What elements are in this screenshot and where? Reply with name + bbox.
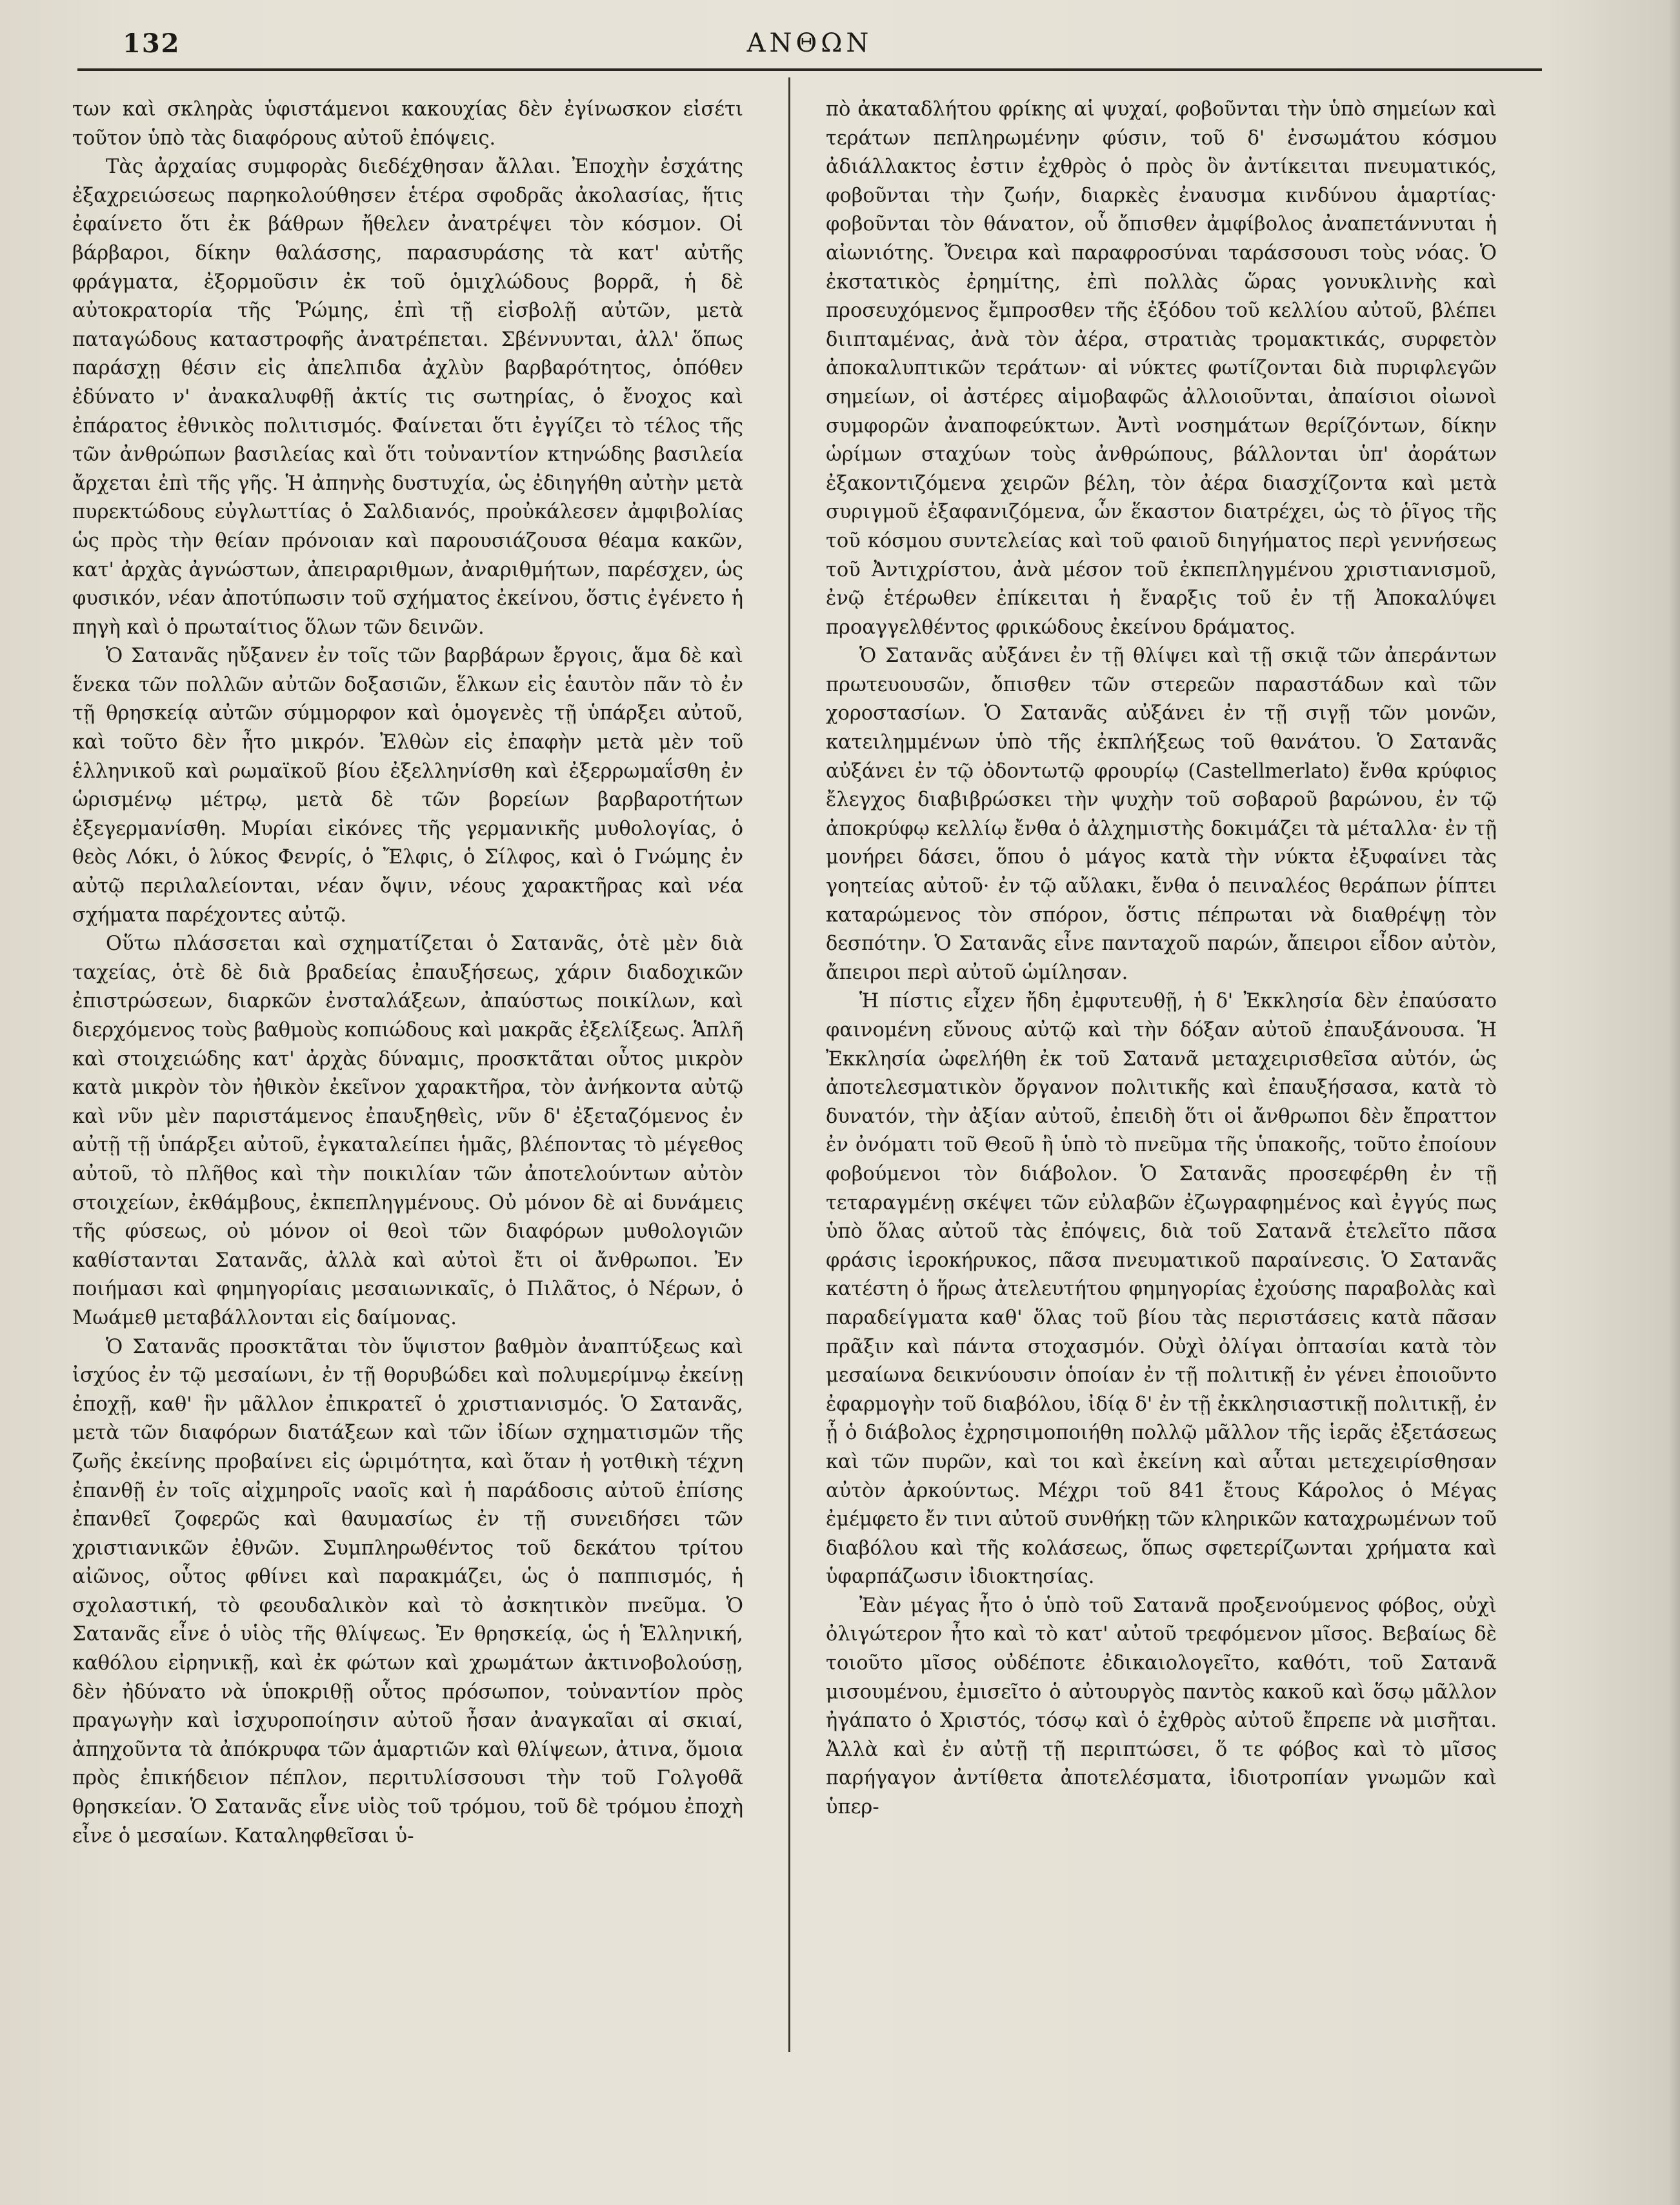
column-divider — [788, 77, 790, 2052]
running-title: ΑΝΘΩΝ — [746, 28, 873, 58]
paragraph: Οὕτω πλάσσεται καὶ σχηματίζεται ὁ Σατανᾶς, ὁτὲ μὲν διὰ ταχείας, ὁτὲ δὲ διὰ βραδείας ἐπαυξήσεως, χάριν διαδοχικῶν ἐπιστρώσεων, διαρκῶν ἐνσταλάξεων, ἀπαύστως ποικίλων, καὶ διερχόμενος τοὺς βαθμοὺς κοπιώδους καὶ μακρᾶς ἐξελίξεως. Ἁπλῆ καὶ στοιχειώδης κατ' ἀρχὰς δύναμις, προσκτᾶται οὗτος μικρὸν κατὰ μικρὸν τὸν ἠθικὸν ἐκεῖνον χαρακτῆρα, τὸν ἀνήκοντα αὐτῷ καὶ νῦν μὲν παριστάμενος ἐπαυξηθεὶς, νῦν δ' ἐξεταζόμενος ἐν αὐτῇ τῇ ὑπάρξει αὐτοῦ, ἐγκαταλείπει ἡμᾶς, βλέποντας τὸ μέγεθος αὐτοῦ, τὸ πλῆθος καὶ τὴν ποικιλίαν τῶν ἀποτελούντων αὐτὸν στοιχείων, ἐκθάμβους, ἐκπεπληγμένους. Οὐ μόνον δὲ αἱ δυνάμεις τῆς φύσεως, οὐ μόνον οἱ θεοὶ τῶν διαφόρων μυθολογιῶν καθίστανται Σατανᾶς, ἀλλὰ καὶ αὐτοὶ ἔτι οἱ ἄνθρωποι. Ἐν ποιήμασι καὶ φημηγορίαις μεσαιωνικαῖς, ὁ Πιλᾶτος, ὁ Νέρων, ὁ Μωάμεθ μεταβάλλονται εἰς δαίμονας. — [72, 932, 743, 1329]
header-rule — [77, 68, 1542, 71]
paragraph: Ὁ Σατανᾶς αὐξάνει ἐν τῇ θλίψει καὶ τῇ σκιᾷ τῶν ἀπεράντων πρωτευουσῶν, ὄπισθεν τῶν στερεῶν παραστάδων καὶ τῶν χοροστασίων. Ὁ Σατανᾶς αὐξάνει ἐν τῇ σιγῇ τῶν μονῶν, κατειλημμένων ὑπὸ τῆς ἐκπλήξεως τοῦ θανάτου. Ὁ Σατανᾶς αὐξάνει ἐν τῷ ὀδοντωτῷ φρουρίῳ (Castellmerlato) ἔνθα κρύφιος ἔλεγχος διαβιβρώσκει τὴν ψυχὴν τοῦ σοβαροῦ βαρώνου, ἐν τῷ ἀποκρύφῳ κελλίῳ ἔνθα ὁ ἀλχημιστὴς δοκιμάζει τὰ μέταλλα· ἐν τῇ μονήρει δάσει, ὅπου ὁ μάγος κατὰ τὴν νύκτα ἐξυφαίνει τὰς γοητείας αὐτοῦ· ἐν τῷ αὔλακι, ἔνθα ὁ πειναλέος θεράπων ῥίπτει καταρώμενος τὸν σπόρον, ὅστις πέπρωται νὰ διαθρέψῃ τὸν δεσπότην. Ὁ Σατανᾶς εἶνε πανταχοῦ παρών, ἄπειροι εἶδον αὐτὸν, ἄπειροι περὶ αὐτοῦ ὡμίλησαν. — [826, 645, 1497, 984]
right-text-column — [826, 96, 1497, 2096]
left-text-column — [72, 96, 743, 2096]
page-header — [77, 19, 1542, 71]
paragraph: πὸ ἀκαταδλήτου φρίκης αἱ ψυχαί, φοβοῦνται τὴν ὑπὸ σημείων καὶ τεράτων πεπληρωμένην φύσιν, τοῦ δ' ἐνσωμάτου κόσμου ἀδιάλλακτος ἐστιν ἐχθρὸς ὁ πρὸς ὃν ἀντίκειται πνευματικός, φοβοῦνται τὴν ζωήν, διαρκὲς ἐναυσμα κινδύνου ἁμαρτίας· φοβοῦνται τὸν θάνατον, οὗ ὄπισθεν ἀμφίβολος ἀναπετάννυται ἡ αἰωνιότης. Ὄνειρα καὶ παραφροσύναι ταράσσουσι τοὺς νόας. Ὁ ἐκστατικὸς ἐρημίτης, ἐπὶ πολλὰς ὥρας γονυκλινὴς καὶ προσευχόμενος ἔμπροσθεν τῆς ἐξόδου τοῦ κελλίου αὐτοῦ, βλέπει διιπταμένας, ἀνὰ τὸν ἀέρα, στρατιὰς τρομακτικάς, συρφετὸν ἀποκαλυπτικῶν τεράτων· αἱ νύκτες φωτίζονται διὰ πυριφλεγῶν σημείων, οἱ ἀστέρες αἱμοβαφῶς ἀλλοιοῦνται, ἀπαίσιοι οἰωνοὶ συμφορῶν ἀναποφεύκτων. Ἀντὶ νοσημάτων θερίζόντων, δίκην ὡρίμων σταχύων τοὺς ἀνθρώπους, βάλλονται ὑπ' ἀοράτων ἐξακοντιζόμενα χειρῶν βέλη, τὸν ἀέρα διασχίζοντα καὶ μετὰ συριγμοῦ ἐξαφανιζόμενα, ὧν ἕκαστον διατρέχει, ὡς τὸ ῥῖγος τῆς τοῦ κόσμου συντελείας καὶ τοῦ φαιοῦ διηγήματος περὶ γεννήσεως τοῦ Ἀντιχρίστου, ἀνὰ μέσον τοῦ ἐκπεπληγμένου χριστιανισμοῦ, ἐνῷ ἑτέρωθεν ἐπίκειται ἡ ἔναρξις τοῦ ἐν τῇ Ἀποκαλύψει προαγγελθέντος φρικώδους ἐκείνου δράματος. — [826, 98, 1497, 639]
paragraph: Ἡ πίστις εἶχεν ἤδη ἐμφυτευθῇ, ἡ δ' Ἐκκλησία δὲν ἐπαύσατο φαινομένη εὔνους αὐτῷ καὶ τὴν δόξαν αὐτοῦ ἐπαυξάνουσα. Ἡ Ἐκκλησία ὠφελήθη ἐκ τοῦ Σατανᾶ μεταχειρισθεῖσα αὐτόν, ὡς ἀποτελεσματικὸν ὄργανον πολιτικῆς καὶ ἐπαυξήσασα, κατὰ τὸ δυνατόν, τὴν ἀξίαν αὐτοῦ, ἐπειδὴ ὅτι οἱ ἄνθρωποι δὲν ἔπραττον ἐν ὀνόματι τοῦ Θεοῦ ἢ ὑπὸ τὸ πνεῦμα τῆς ὑπακοῆς, τοῦτο ἐποίουν φοβούμενοι τὸν διάβολον. Ὁ Σατανᾶς προσεφέρθη ἐν τῇ τεταραγμένῃ σκέψει τῶν εὐλαβῶν ἐζωγραφημένος καὶ ἐγγύς πως ὑπὸ ὅλας αὐτοῦ τὰς ἐπόψεις, διὰ τοῦ Σατανᾶ ἐτελεῖτο πᾶσα φράσις ἱεροκήρυκος, πᾶσα πνευματικοῦ παραίνεσις. Ὁ Σατανᾶς κατέστη ὁ ἥρως ἀτελευτήτου φημηγορίας ἐχούσης παραβολὰς καὶ παραδείγματα καθ' ὅλας τοῦ βίου τὰς περιστάσεις κατὰ πᾶσαν πρᾶξιν καὶ πάντα στοχασμόν. Οὐχὶ ὀλίγαι ὀπτασίαι κατὰ τὸν μεσαίωνα δεικνύουσιν ὁποίαν ἐν τῇ πολιτικῇ ἐν γένει ἐποιοῦντο ἐφαρμογὴν τοῦ διαβόλου, ἰδίᾳ δ' ἐν τῇ ἐκκλησιαστικῇ πολιτικῇ, ἐν ᾗ ὁ διάβολος ἐχρησιμοποιήθη πολλῷ μᾶλλον τῆς ἱερᾶς ἐξετάσεως καὶ τῶν πυρῶν, καὶ τοι καὶ ἐκείνη καὶ αὗται μετεχειρίσθησαν αὐτὸν ἀρκούντως. Μέχρι τοῦ 841 ἔτους Κάρολος ὁ Μέγας ἐμέμφετο ἔν τινι αὐτοῦ συνθήκῃ τῶν κληρικῶν καταχρωμένων τοῦ διαβόλου καὶ τῆς κολάσεως, ὅπως σφετερίζωνται χρήματα καὶ ὑφαρπάζωσιν ἰδιοκτησίας. — [826, 990, 1497, 1589]
paragraph: των καὶ σκληρὰς ὑφιστάμενοι κακουχίας δὲν ἐγίνωσκον εἰσέτι τοῦτον ὑπὸ τὰς διαφόρους αὐτοῦ ἐπόψεις. — [72, 98, 743, 150]
paragraph: Ἐὰν μέγας ἦτο ὁ ὑπὸ τοῦ Σατανᾶ προξενούμενος φόβος, οὐχὶ ὀλιγώτερον ἦτο καὶ τὸ κατ' αὐτοῦ τρεφόμενον μῖσος. Βεβαίως δὲ τοιοῦτο μῖσος οὐδέποτε ἐδικαιολογεῖτο, καθότι, τοῦ Σατανᾶ μισουμένου, ἐμισεῖτο ὁ αὐτουργὸς παντὸς κακοῦ καὶ ὅσῳ μᾶλλον ἠγάπατο ὁ Χριστός, τόσῳ καὶ ὁ ἐχθρὸς αὐτοῦ ἔπρεπε νὰ μισῆται. Ἀλλὰ καὶ ἐν αὐτῇ τῇ περιπτώσει, ὅ τε φόβος καὶ τὸ μῖσος παρήγαγον ἀντίθετα ἀποτελέσματα, ἰδιοτροπίαν γνωμῶν καὶ ὑπερ- — [826, 1594, 1497, 1819]
paragraph: Ὁ Σατανᾶς προσκτᾶται τὸν ὕψιστον βαθμὸν ἀναπτύξεως καὶ ἰσχύος ἐν τῷ μεσαίωνι, ἐν τῇ θορυβώδει καὶ πολυμερίμνῳ ἐκείνῃ ἐποχῇ, καθ' ἣν μᾶλλον ἐπικρατεῖ ὁ χριστιανισμός. Ὁ Σατανᾶς, μετὰ τῶν διαφόρων διατάξεων καὶ τῶν ἰδίων σχηματισμῶν τῆς ζωῆς ἐκείνης προβαίνει εἰς ὡριμότητα, καὶ ὅταν ἡ γοτθικὴ τέχνη ἐπανθῇ ἐν τοῖς αἰχμηροῖς ναοῖς καὶ ἡ παράδοσις αὐτοῦ ἐπίσης ἐπανθεῖ ζοφερῶς καὶ θαυμασίως ἐν τῇ συνειδήσει τῶν χριστιανικῶν ἐθνῶν. Συμπληρωθέντος τοῦ δεκάτου τρίτου αἰῶνος, οὗτος φθίνει καὶ παρακμάζει, ὡς ὁ παππισμός, ἡ σχολαστική, τὸ φεουδαλικὸν καὶ τὸ ἀσκητικὸν πνεῦμα. Ὁ Σατανᾶς εἶνε ὁ υἱὸς τῆς θλίψεως. Ἐν θρησκείᾳ, ὡς ἡ Ἑλληνική, καθόλου εἰρηνικῇ, καὶ ἐκ φώτων καὶ χρωμάτων ἀκτινοβολούσῃ, δὲν ἠδύνατο νὰ ὑποκριθῇ οὗτος πρόσωπον, τοὐναντίον πρὸς πραγωγὴν καὶ ἰσχυροποίησιν αὐτοῦ ἦσαν ἀναγκαῖαι αἱ σκιαί, ἀπηχοῦντα τὰ ἀπόκρυφα τῶν ἁμαρτιῶν καὶ θλίψεων, ἀτινα, ὅμοια πρὸς ἐπικήδειον πέπλον, περιτυλίσσουσι τὴν τοῦ Γολγοθᾶ θρησκείαν. Ὁ Σατανᾶς εἶνε υἱὸς τοῦ τρόμου, τοῦ δὲ τρόμου ἐποχὴ εἶνε ὁ μεσαίων. Καταληφθεῖσαι ὑ- — [72, 1335, 743, 1848]
page-number: 132 — [123, 28, 181, 59]
paragraph: Τὰς ἀρχαίας συμφορὰς διεδέχθησαν ἄλλαι. Ἐποχὴν ἐσχάτης ἐξαχρειώσεως παρηκολούθησεν ἑτέρα σφοδρᾶς ἀκολασίας, ἥτις ἐφαίνετο ὅτι ἐκ βάθρων ἤθελεν ἀνατρέψει τὸν κόσμον. Οἱ βάρβαροι, δίκην θαλάσσης, παρασυράσης τὰ κατ' αὐτῆς φράγματα, ἐξορμοῦσιν ἐκ τοῦ ὁμιχλώδους βορρᾶ, ἡ δὲ αὐτοκρατορία τῆς Ῥώμης, ἐπὶ τῇ εἰσβολῇ αὐτῶν, μετὰ παταγώδους καταστροφῆς ἀνατρέπεται. Σβέννυνται, ἀλλ' ὅπως παράσχῃ θέσιν εἰς ἀπελπιδα ἀχλὺν βαρβαρότητος, ὁπόθεν ἐδύνατο ν' ἀνακαλυφθῇ ἀκτίς τις σωτηρίας, ὁ ἔνοχος καὶ ἐπάρατος ἐθνικὸς πολιτισμός. Φαίνεται ὅτι ἐγγίζει τὸ τέλος τῆς τῶν ἀνθρώπων βασιλείας καὶ ὅτι τοὐναντίον κτηνώδης βασιλεία ἄρχεται ἐπὶ τῆς γῆς. Ἡ ἀπηνὴς δυστυχία, ὡς ἐδιηγήθη αὐτὴν μετὰ πυρεκτώδους εὐγλωττίας ὁ Σαλδιανός, προὐκάλεσεν ἀμφιβολίας ὡς πρὸς τὴν θείαν πρόνοιαν καὶ παρουσιάζουσα θέαμα κακῶν, κατ' ἀρχὰς ἀγνώστων, ἀπειραριθμων, ἀναριθμήτων, παρέσχεν, ὡς φυσικόν, νέαν ἀποτύπωσιν τοῦ σχήματος ἐκείνου, ὅστις ἐγένετο ἡ πηγὴ καὶ ὁ πρωταίτιος ὅλων τῶν δεινῶν. — [72, 156, 743, 639]
scan-shadow — [1668, 0, 1680, 2205]
paragraph: Ὁ Σατανᾶς ηὔξανεν ἐν τοῖς τῶν βαρβάρων ἔργοις, ἅμα δὲ καὶ ἕνεκα τῶν πολλῶν αὐτῶν δοξασιῶν, ἕλκων εἰς ἑαυτὸν πᾶν τὸ ἐν τῇ θρησκείᾳ αὐτῶν σύμμορφον καὶ ὁμογενὲς τῇ ὑπάρξει αὐτοῦ, καὶ τοῦτο δὲν ἦτο μικρόν. Ἐλθὼν εἰς ἐπαφὴν μετὰ μὲν τοῦ ἑλληνικοῦ καὶ ρωμαϊκοῦ βίου ἐξελληνίσθη καὶ ἐξερρωμαΐσθη ἐν ὡρισμένῳ μέτρῳ, μετὰ δὲ τῶν βορείων βαρβαροτήτων ἐξεγερμανίσθη. Μυρίαι εἰκόνες τῆς γερμανικῆς μυθολογίας, ὁ θεὸς Λόκι, ὁ λύκος Φενρίς, ὁ Ἔλφις, ὁ Σίλφος, καὶ ὁ Γνώμης ἐν αὐτῷ περιλαλείονται, νέαν ὄψιν, νέους χαρακτῆρας καὶ νέα σχήματα παρέχοντες αὐτῷ. — [72, 645, 743, 927]
